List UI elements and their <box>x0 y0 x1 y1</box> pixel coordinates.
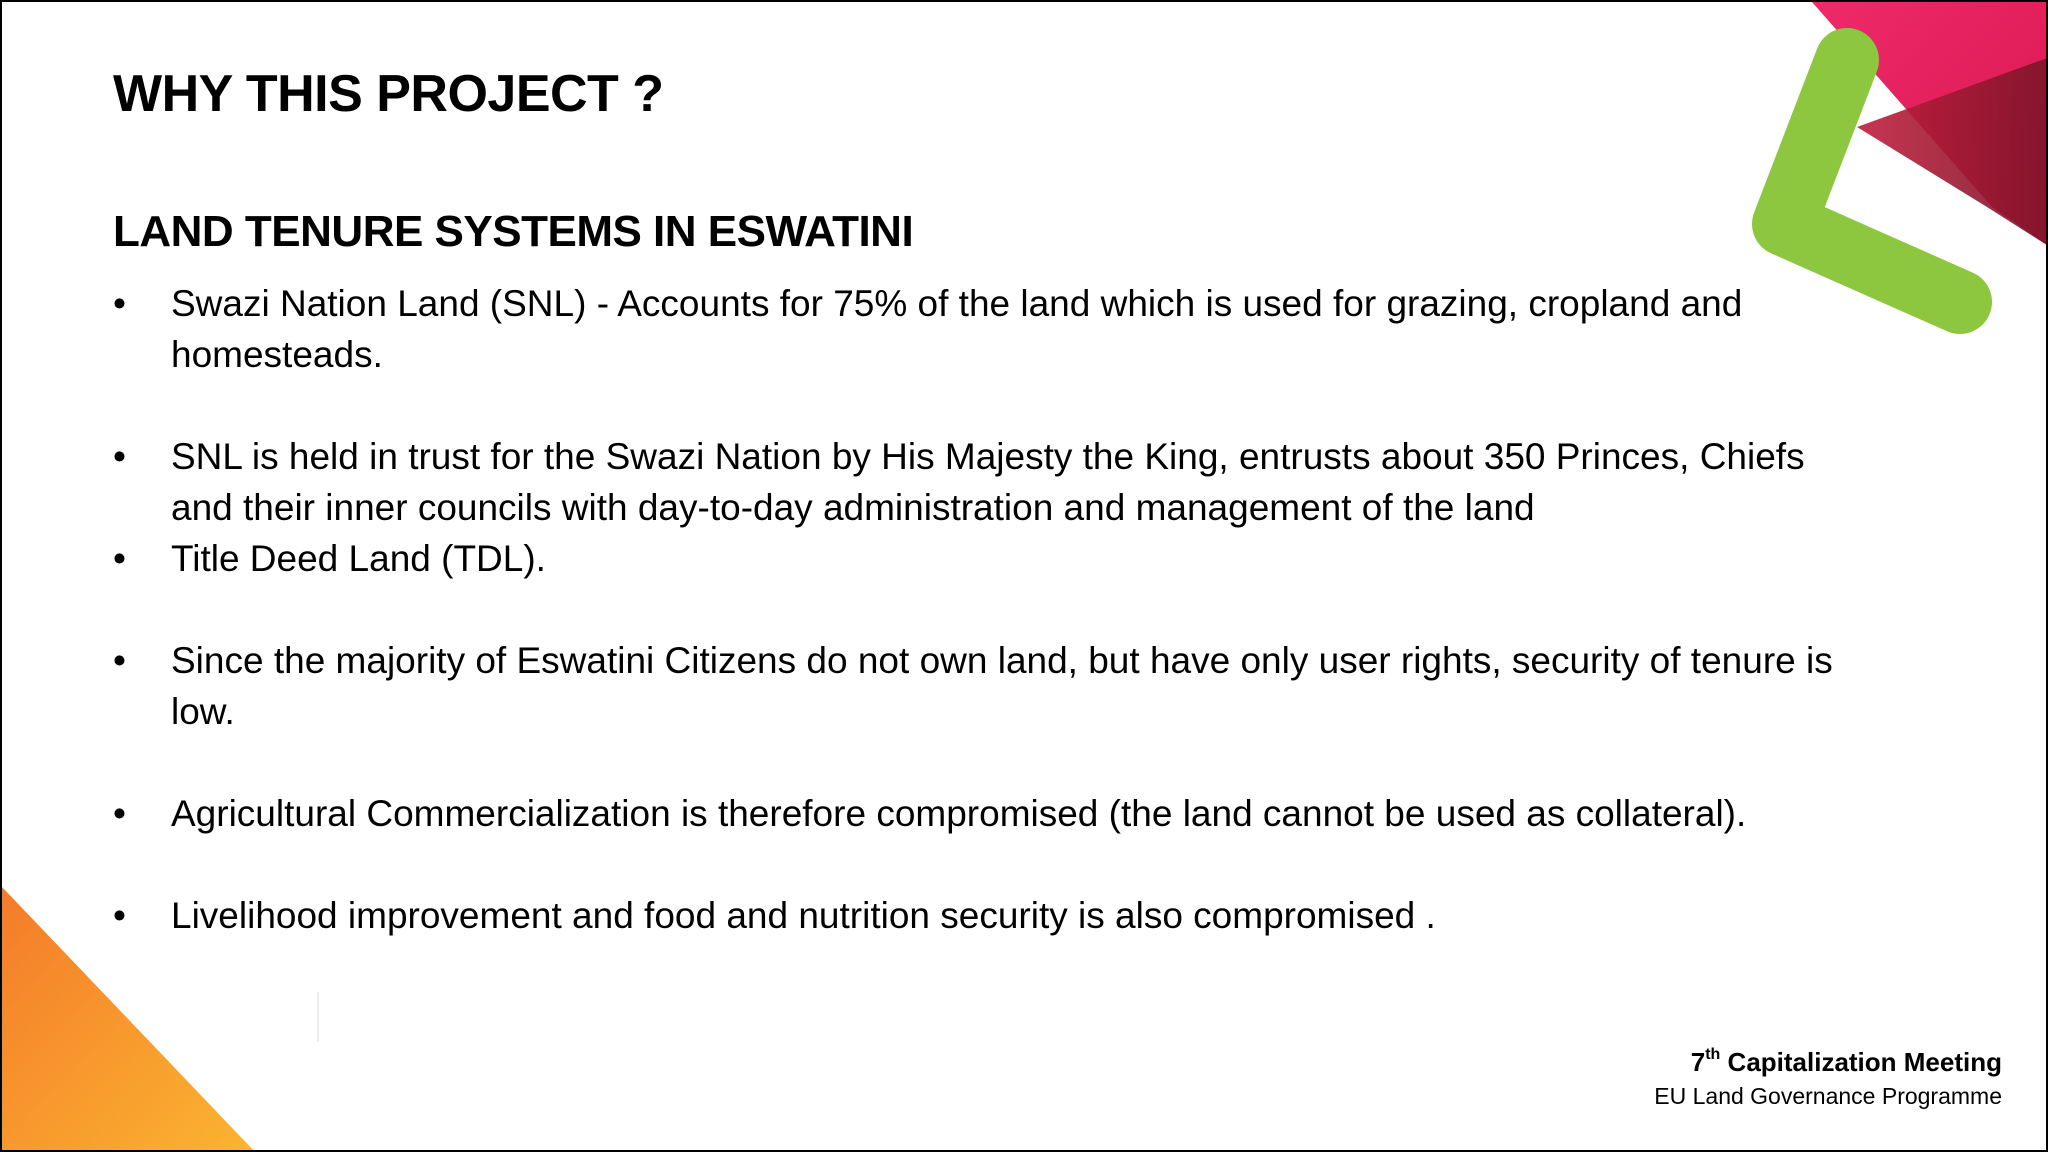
list-item <box>113 431 1833 533</box>
list-item <box>113 278 1833 380</box>
footer <box>1654 1044 2002 1112</box>
section-heading: LAND TENURE SYSTEMS IN ESWATINI <box>113 207 914 256</box>
meeting-name: Capitalization Meeting <box>1720 1047 2002 1077</box>
meeting-title <box>1654 1044 2002 1080</box>
bullet-text: Since the majority of Eswatini Citizens do not own land, but have only user rights, security of tenure is low. <box>171 640 1833 732</box>
list-item <box>113 890 1833 941</box>
list-item <box>113 533 1833 584</box>
bullet-text: SNL is held in trust for the Swazi Nation by His Majesty the King, entrusts about 350 Princes, Chiefs and their inner councils with day-to-day administration and management of the land <box>171 436 1805 528</box>
bullet-icon: • <box>113 895 126 936</box>
bullet-text: Livelihood improvement and food and nutrition security is also compromised . <box>171 895 1436 936</box>
bullet-icon: • <box>113 640 126 681</box>
bullet-text: Agricultural Commercialization is therefore compromised (the land cannot be used as collateral). <box>171 793 1747 834</box>
bullet-icon: • <box>113 793 126 834</box>
bullet-icon: • <box>113 283 126 324</box>
bullet-list <box>113 278 1833 941</box>
bullet-text: Title Deed Land (TDL). <box>171 538 546 579</box>
list-item <box>113 788 1833 839</box>
list-item <box>113 635 1833 737</box>
slide-title: WHY THIS PROJECT ? <box>113 65 664 123</box>
programme-name: EU Land Governance Programme <box>1654 1083 2002 1109</box>
ordinal-suffix: th <box>1705 1046 1721 1064</box>
bullet-icon: • <box>113 436 126 477</box>
bullet-icon: • <box>113 538 126 579</box>
bullet-text: Swazi Nation Land (SNL) - Accounts for 75% of the land which is used for grazing, cropland and homesteads. <box>171 283 1743 375</box>
ordinal-number: 7 <box>1690 1047 1706 1077</box>
